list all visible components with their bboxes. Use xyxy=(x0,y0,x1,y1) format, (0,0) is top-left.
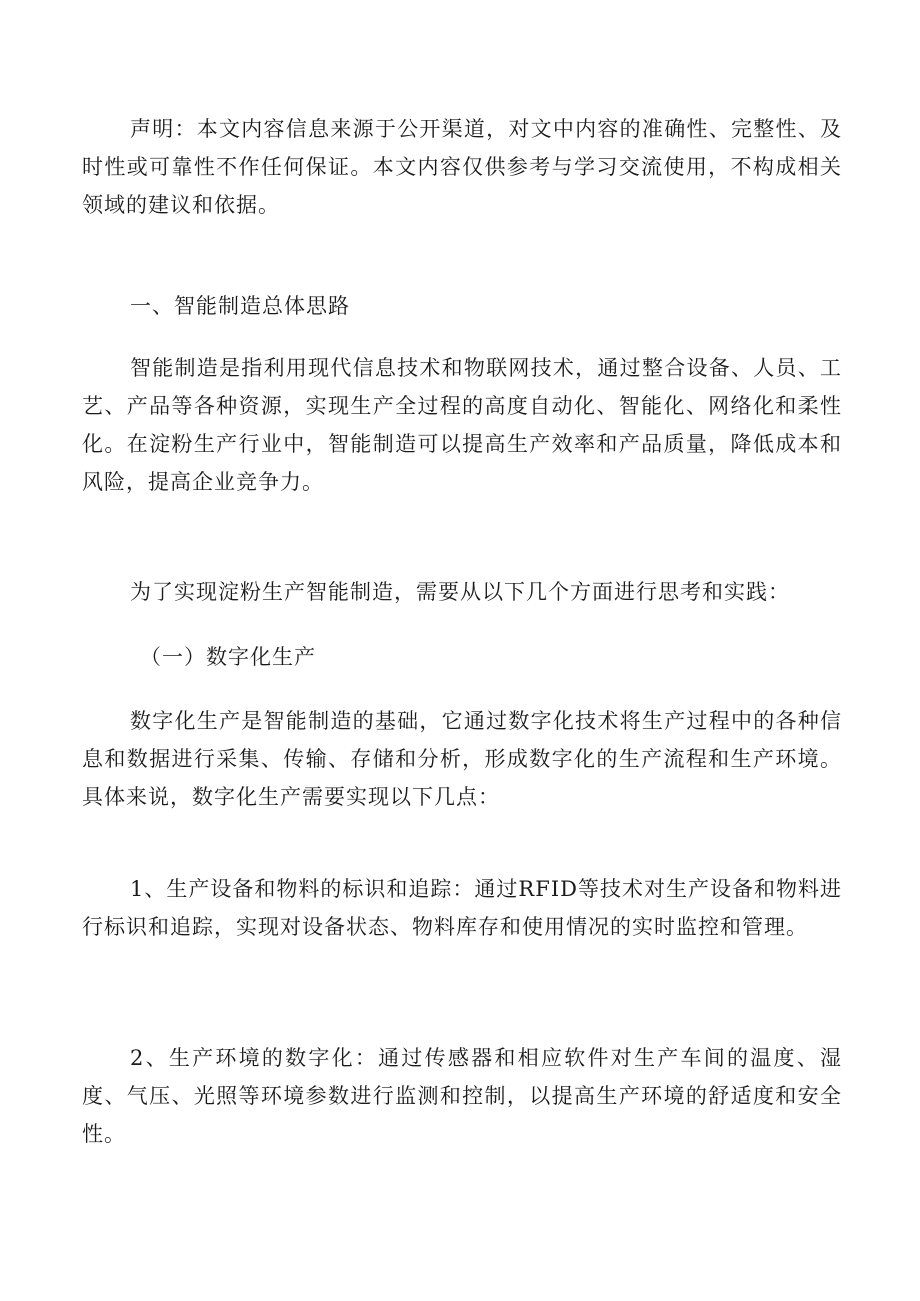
subsection-title: （一）数字化生产 xyxy=(140,645,316,669)
list-item: 2、生产环境的数字化：通过传感器和相应软件对生产车间的温度、湿度、气压、光照等环境参数进行监测和控制，以提高生产环境的舒适度和安全性。 xyxy=(82,1046,842,1146)
digital-production-paragraph: 数字化生产是智能制造的基础，它通过数字化技术将生产过程中的各种信息和数据进行采集、传输、存储和分析，形成数字化的生产流程和生产环境。具体来说，数字化生产需要实现以下几点： xyxy=(82,709,842,809)
section-title: 一、智能制造总体思路 xyxy=(130,294,350,318)
approach-paragraph: 为了实现淀粉生产智能制造，需要从以下几个方面进行思考和实践： xyxy=(130,580,790,604)
disclaimer-paragraph: 声明：本文内容信息来源于公开渠道，对文中内容的准确性、完整性、及时性或可靠性不作任何保证。本文内容仅供参考与学习交流使用，不构成相关领域的建议和依据。 xyxy=(82,117,842,217)
intro-paragraph: 智能制造是指利用现代信息技术和物联网技术，通过整合设备、人员、工艺、产品等各种资源，实现生产全过程的高度自动化、智能化、网络化和柔性化。在淀粉生产行业中，智能制造可以提高生产效率和产品质量，降低成本和风险，提高企业竞争力。 xyxy=(82,356,842,494)
list-item: 1、生产设备和物料的标识和追踪：通过RFID等技术对生产设备和物料进行标识和追踪，实现对设备状态、物料库存和使用情况的实时监控和管理。 xyxy=(82,877,842,939)
